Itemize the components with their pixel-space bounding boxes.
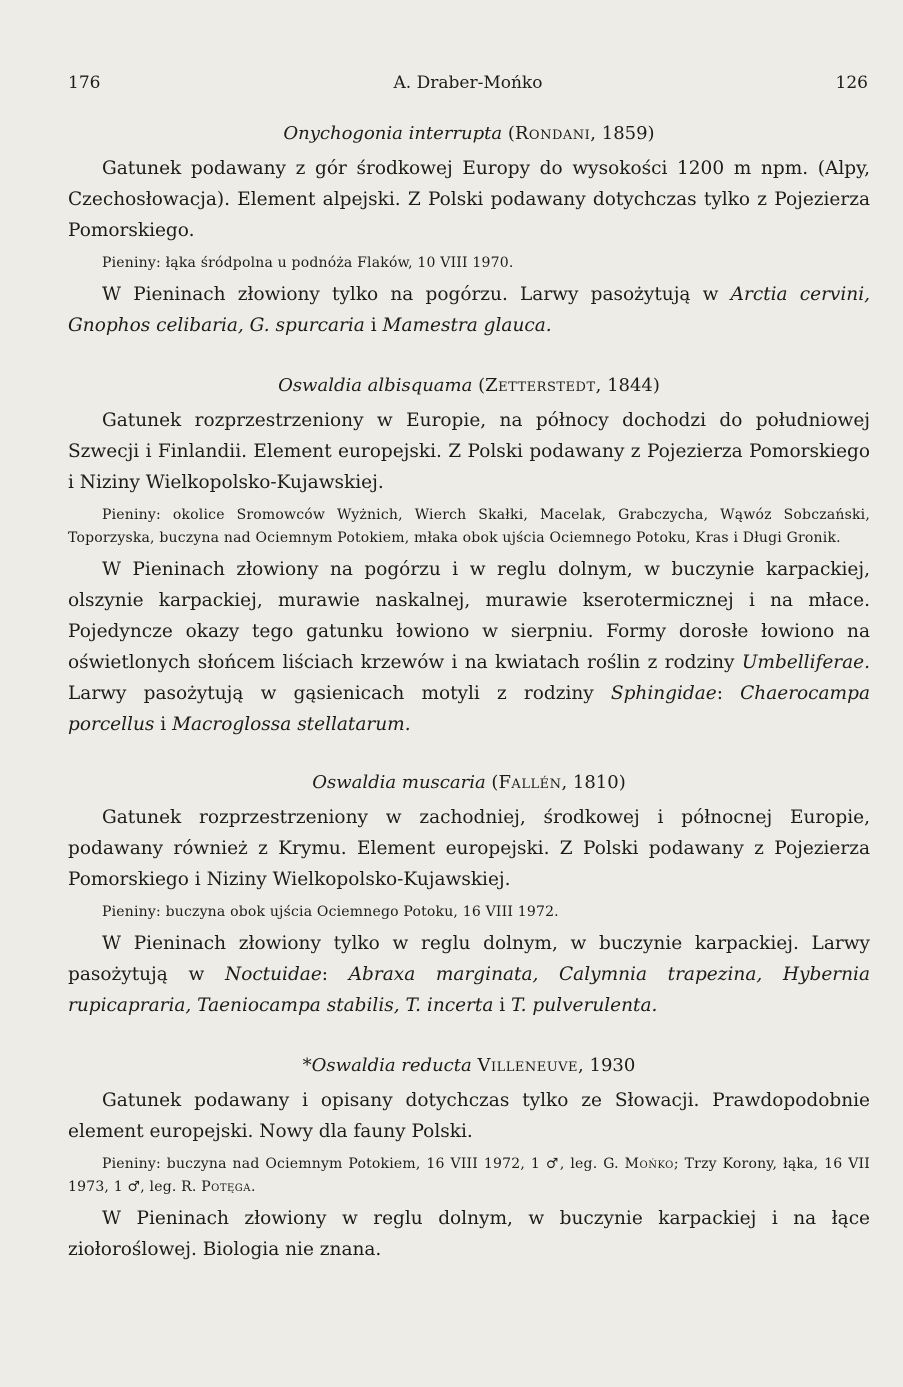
biology-paragraph <box>68 928 870 1021</box>
species-heading: *Oswaldia reducta Villeneuve, 1930 <box>302 1055 636 1076</box>
distribution-paragraph: Gatunek rozprzestrzeniony w zachodniej, środkowej i północnej Europie, podawany również z Krymu. Element europejski. Z Polski podawany z Pojezierza Pomorskiego i Niziny Wielkopolsko-Kujawskiej. <box>68 807 870 890</box>
text-run: W Pieninach złowiony tylko na pogórzu. Larwy pasożytują w <box>102 284 731 305</box>
text-run: i <box>154 714 173 735</box>
species-name: Oswaldia reducta <box>311 1055 472 1076</box>
text-run: i <box>493 995 512 1016</box>
text-run: ; Trzy Korony, łąka, 16 VII 1973, 1 ♂, leg. R. <box>68 1156 871 1195</box>
species-author: Villeneuve <box>477 1055 579 1076</box>
species-section <box>68 121 870 341</box>
locality-record <box>68 1153 870 1199</box>
species-author: Rondani <box>514 123 591 144</box>
page-number-left: 176 <box>68 73 101 93</box>
species-heading: Onychogonia interrupta (Rondani, 1859) <box>283 123 655 144</box>
distribution-paragraph: Gatunek rozprzestrzeniony w Europie, na północy dochodzi do południowej Szwecji i Finlandii. Element europejski. Z Polski podawany z Pojezierza Pomorskiego i Niziny Wielkopolsko-Kujawskiej. <box>68 410 870 493</box>
host-species: Abraxa marginata, Calymnia trapezina, Hybernia rupicapraria, Taeniocampa stabilis, T. incerta <box>68 964 870 1016</box>
host-species: Mamestra glauca. <box>382 315 552 336</box>
text-run: W Pieninach złowiony na pogórzu i w reglu dolnym, w buczynie karpackiej, olszynie karpackiej, murawie naskalnej, murawie kserotermicznej i na młace. Pojedyncze okazy tego gatunku łowiono w sierpniu. Formy dorosłe łowiono na oświetlonych słońcem liściach krzewów i na kwiatach roślin z rodziny <box>68 559 870 673</box>
page-number-right: 126 <box>835 73 868 93</box>
locality-record: Pieniny: okolice Sromowców Wyżnich, Wierch Skałki, Macelak, Grabczycha, Wąwóz Sobczański, Toporzyska, buczyna nad Ociemnym Potokiem, młaka obok ujścia Ociemnego Potoku, Kras i Długi Gronik. <box>68 507 870 546</box>
host-species: T. pulverulenta. <box>511 995 658 1016</box>
host-species: Arctia cervini, Gnophos celibaria, G. spurcaria <box>68 284 870 336</box>
text-run: . <box>251 1179 256 1195</box>
locality-record: Pieniny: łąka śródpolna u podnóża Flaków, 10 VIII 1970. <box>102 255 514 271</box>
species-author: Fallén <box>498 772 562 793</box>
species-name: Oswaldia muscaria <box>312 772 486 793</box>
species-year: 1810) <box>572 772 626 793</box>
text-run: Larwy pasożytują w gąsienicach motyli z rodziny <box>68 683 611 704</box>
collector-name: Mońko <box>624 1156 674 1172</box>
plant-family: Umbelliferae. <box>741 652 870 673</box>
species-heading: Oswaldia albisquama (Zetterstedt, 1844) <box>278 375 660 396</box>
species-heading: Oswaldia muscaria (Fallén, 1810) <box>312 772 626 793</box>
species-name: Onychogonia interrupta <box>283 123 503 144</box>
distribution-paragraph: Gatunek podawany i opisany dotychczas tylko ze Słowacji. Prawdopodobnie element europejski. Nowy dla fauny Polski. <box>68 1090 870 1142</box>
text-run: Pieniny: buczyna nad Ociemnym Potokiem, 16 VIII 1972, 1 ♂, leg. G. <box>102 1156 625 1172</box>
species-section <box>68 373 870 740</box>
species-author: Zetterstedt <box>485 375 596 396</box>
distribution-paragraph: Gatunek podawany z gór środkowej Europy do wysokości 1200 m npm. (Alpy, Czechosłowacja). Element alpejski. Z Polski podawany dotychczas tylko z Pojezierza Pomorskiego. <box>68 158 870 241</box>
collector-name: Potęga <box>201 1179 252 1195</box>
host-family: Noctuidae <box>225 964 322 985</box>
species-name: Oswaldia albisquama <box>278 375 473 396</box>
biology-paragraph <box>68 279 870 341</box>
biology-paragraph <box>68 554 870 740</box>
biology-paragraph: W Pieninach złowiony w reglu dolnym, w buczynie karpackiej i na łące ziołoroślowej. Biologia nie znana. <box>68 1208 870 1260</box>
host-species: Macroglossa stellatarum. <box>172 714 411 735</box>
page-body <box>68 121 870 1265</box>
text-run: : <box>716 683 741 704</box>
species-section <box>68 770 870 1021</box>
text-run: : <box>321 964 349 985</box>
author-header: A. Draber-Mońko <box>393 73 543 93</box>
running-header <box>68 73 868 97</box>
species-section <box>68 1053 870 1265</box>
locality-record: Pieniny: buczyna obok ujścia Ociemnego Potoku, 16 VIII 1972. <box>102 904 559 920</box>
new-record-marker: * <box>302 1055 312 1076</box>
species-year: 1844) <box>607 375 660 396</box>
host-family: Sphingidae <box>610 683 717 704</box>
species-year: 1859) <box>601 123 655 144</box>
text-run: W Pieninach złowiony tylko w reglu dolnym, w buczynie karpackiej. Larwy pasożytują w <box>68 933 870 985</box>
host-species: Chaerocampa porcellus <box>68 683 870 735</box>
text-run: i <box>364 315 383 336</box>
species-year: 1930 <box>589 1055 636 1076</box>
